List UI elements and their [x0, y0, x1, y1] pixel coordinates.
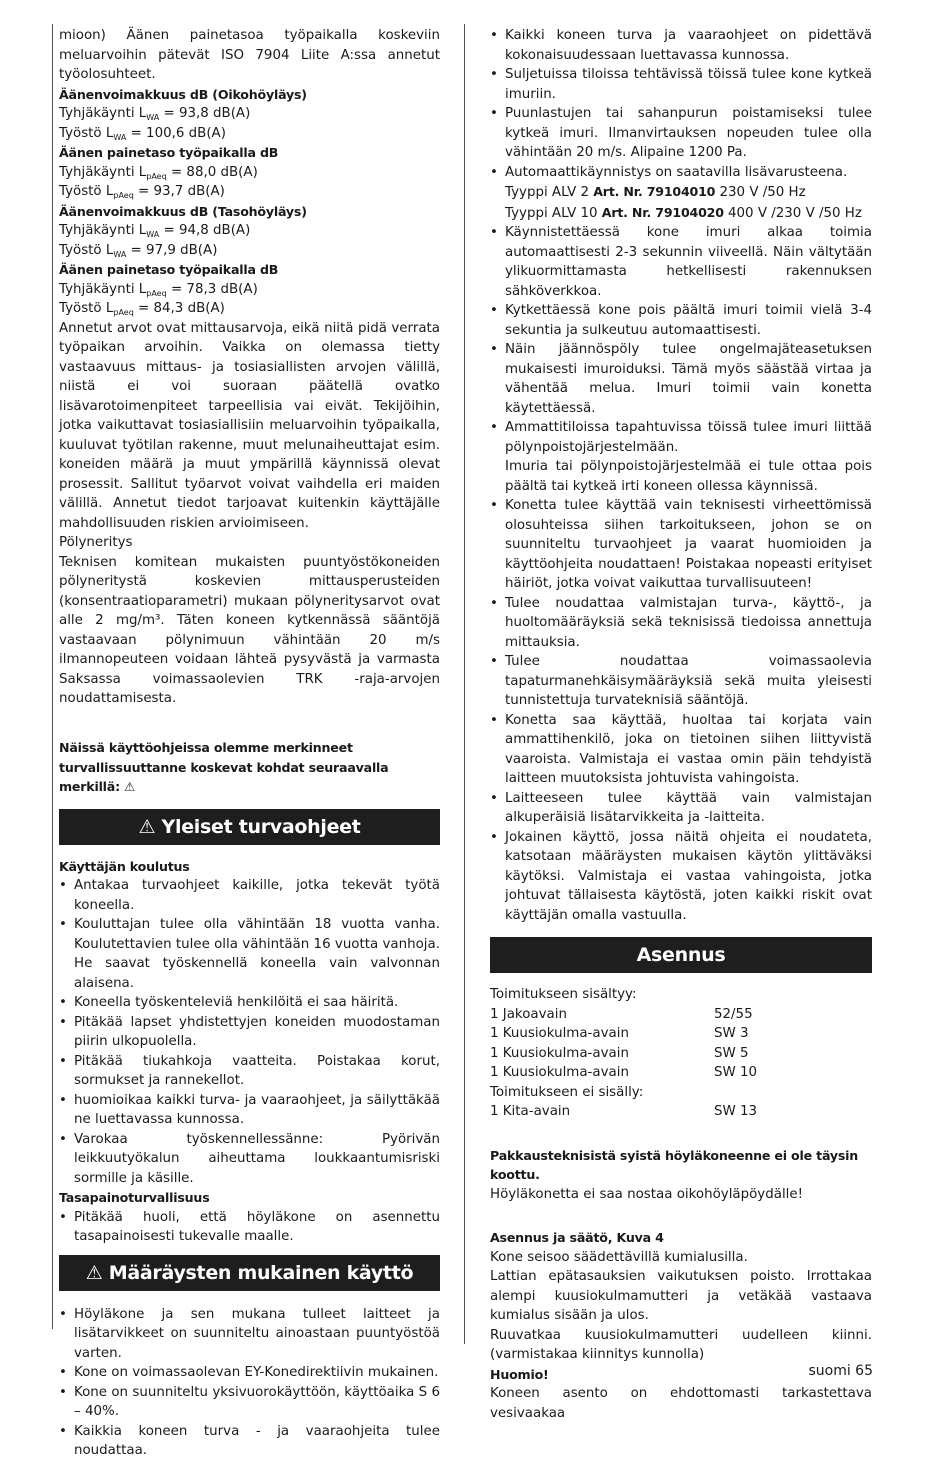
- section-header-general-safety: ⚠ Yleiset turvaohjeet: [59, 809, 440, 845]
- list-item: • Käynnistettäessä kone imuri alkaa toimia automaattisesti 2-3 sekunnin viiveellä. Näin vältytään ylikuormittamasta hetkellisesti rakennuksen sähköverkkoa.: [490, 223, 872, 301]
- list-item: • Varokaa työskennellessänne: Pyörivän leikkuutyökalun aiheuttama loukkaantumisriski sormille ja käsille.: [59, 1130, 440, 1189]
- list-item: • huomioikaa kaikki turva- ja vaaraohjeet, ja säilyttäkää ne luettavassa kunnossa.: [59, 1091, 440, 1130]
- assembly-line: Lattian epätasauksien vaikutuksen poisto. Irrottakaa alempi kuusiokulmamutteri ja vetäkää vastaava kumialus sisään ja ulos.: [490, 1269, 872, 1323]
- section-header-assembly: Asennus: [490, 937, 872, 973]
- noise-value-row: Työstö $L_{WA} = 97,9$ dB(A): [59, 242, 218, 259]
- intro-paragraph: mioon) Äänen painetasoa työpaikalla koskeviin meluarvoihin pätevät ISO 7904 Liite A:ssa annetut työolosuhteet.: [59, 28, 440, 82]
- balance-heading: Tasapainoturvallisuus: [59, 1190, 210, 1205]
- list-item: • Pitäkää tiukahkoja vaatteita. Poistakaa korut, sormukset ja rannekellot.: [59, 1052, 440, 1091]
- excluded-items-table: [490, 1102, 872, 1122]
- dust-heading: Pölyneritys: [59, 535, 133, 550]
- list-item: • Koneella työskenteleviä henkilöitä ei saa häiritä.: [59, 993, 440, 1013]
- noise-heading: Äänenvoimakkuus dB (Oikohöyläys): [59, 86, 307, 102]
- list-item: • Pitäkää lapset yhdistettyjen koneiden muodostaman piirin ulkopuolella.: [59, 1013, 440, 1052]
- extraction-note: Imuria tai pölynpoistojärjestelmää ei tule ottaa pois päältä tai kytkeä irti koneen ollessa käynnissä.: [505, 459, 872, 494]
- list-item: • Kone on suunniteltu yksivuorokäyttöön, käyttöaika S 6 – 40%.: [59, 1383, 440, 1422]
- noise-value-row: Tyhjäkäynti $L_{WA} = 93,8$ dB(A): [59, 106, 251, 122]
- usage-list: [59, 1305, 440, 1461]
- assembly-line: Kone seisoo säädettävillä kumialusilla.: [490, 1249, 748, 1265]
- noise-value-row: Työstö $L_{pAeq} = 93,7$ dB(A): [59, 184, 225, 200]
- balance-list: [59, 1208, 440, 1247]
- list-item: • Kouluttajan tulee olla vähintään 18 vuotta vanha. Koulutettavien tulee olla vähintään 16 vuotta vanhoja. He saavat työskennellä koneella vain valvonnan alaisena.: [59, 915, 440, 993]
- warning-icon: ⚠: [138, 815, 156, 838]
- included-items-table: [490, 1005, 872, 1083]
- left-column-rule: [52, 24, 53, 1329]
- safety-list-c: [490, 496, 872, 925]
- safety-list-b: [490, 223, 872, 457]
- table-row: 1 Kuusiokulma-avain SW 10: [490, 1065, 758, 1080]
- list-item: • Antakaa turvaohjeet kaikille, jotka tekevät työtä koneella.: [59, 876, 440, 915]
- list-item: • Höyläkone ja sen mukana tulleet laitteet ja lisätarvikkeet on suunniteltu ainoastaan puuntyöstöä varten.: [59, 1305, 440, 1364]
- table-row: 1 Jakoavain 52/55: [490, 1006, 753, 1022]
- list-item: • Suljetuissa tiloissa tehtävissä töissä tulee kone kytkeä imuriin.: [490, 65, 872, 104]
- assembly-text: [490, 1248, 872, 1365]
- note-text: Koneen asento on ehdottomasti tarkastettava vesivaakaa: [490, 1386, 872, 1421]
- list-item: • Pitäkää huoli, että höyläkone on asennettu tasapainoisesti tukevalle maalle.: [59, 1208, 440, 1247]
- dust-paragraph: Teknisen komitean mukaisten puuntyöstökoneiden pölyneritystä koskevien mittausperusteiden (konsentraatioparametri) mukaan pölyneritysarvot ovat alle 2 mg/m³. Täten koneen kytkennässä sääntöjä vastaavaan pölynimuun vähintään 20 m/s ilmannopeuteen voidaan lähteä pysyvästä ja varmasta Saksassa voimassaolevien TRK -raja-arvojen noudattamisesta.: [59, 554, 440, 706]
- excluded-heading: Toimitukseen ei sisälly:: [490, 1084, 644, 1100]
- training-heading: Käyttäjän koulutus: [59, 858, 190, 874]
- list-item: • Jokainen käyttö, jossa näitä ohjeita ei noudateta, katsotaan määräysten mukaisen käytön ylittäväksi käytöksi. Valmistaja ei vastaa vahingoista, jotka johtuvat tällaisesta käytöstä, joten kaikki riskit ovat käyttäjän omalla vastuulla.: [490, 828, 872, 926]
- training-list: [59, 876, 440, 1188]
- noise-values: [59, 85, 440, 319]
- assembly-heading: Asennus ja säätö, Kuva 4: [490, 1230, 664, 1245]
- noise-value-row: Tyhjäkäynti $L_{WA} = 94,8$ dB(A): [59, 223, 251, 239]
- packaging-note-bold: Pakkausteknisistä syistä höyläkoneenne ei ole täysin koottu.: [490, 1147, 859, 1182]
- list-item: • Kytkettäessä kone pois päältä imuri toimii vielä 3-4 sekuntia ja sulkeutuu automaattisesti.: [490, 301, 872, 340]
- list-item: • Tulee noudattaa valmistajan turva-, käyttö-, ja huoltomääräyksiä sekä teknisissä tiedoissa annettuja mittauksia.: [490, 594, 872, 653]
- center-column-rule: [464, 24, 465, 1344]
- note-heading: Huomio!: [490, 1366, 549, 1382]
- list-item: • Laitteeseen tulee käyttää vain valmistajan alkuperäisiä lisätarvikkeita ja -laitteita.: [490, 789, 872, 828]
- right-column: [490, 26, 872, 1423]
- list-item: • Puunlastujen tai sahanpurun poistamiseksi tulee kytkeä imuri. Ilmanvirtauksen nopeuden tulee olla vähintään 20 m/s. Alipaine 1200 Pa.: [490, 104, 872, 163]
- auto-start-type-row: Tyyppi ALV 10 Art. Nr. 79104020 400 V /230 V /50 Hz: [505, 204, 862, 221]
- safety-list-a: [490, 26, 872, 182]
- noise-value-row: Tyhjäkäynti $L_{pAeq} = 88,0$ dB(A): [59, 164, 258, 181]
- list-item: • Automaattikäynnistys on saatavilla lisävarusteena.: [490, 163, 872, 183]
- warning-icon: ⚠: [85, 1261, 103, 1284]
- assembly-line: Ruuvatkaa kuusiokulmamutteri uudelleen kiinni. (varmistakaa kiinnitys kunnolla): [490, 1327, 872, 1362]
- list-item: • Konetta saa käyttää, huoltaa tai korjata vain ammattihenkilö, joka on tietoinen siihen liittyvistä vaaroista. Valmistaja ei vastaa omin päin tehdyistä laitteen muutoksista johtuvista vahingoista.: [490, 711, 872, 789]
- noise-value-row: Työstö $L_{WA} = 100,6$ dB(A): [59, 125, 226, 142]
- list-item: • Kone on voimassaolevan EY-Konedirektiivin mukainen.: [59, 1363, 440, 1383]
- section-header-intended-use: ⚠ Määräysten mukainen käyttö: [59, 1255, 440, 1291]
- list-item: • Näin jäännöspöly tulee ongelmajäteasetuksen mukaisesti imuroiduksi. Tämä myös säästää virtaa ja vähentää melua. Imuri toimii vain konetta käytettäessä.: [490, 340, 872, 418]
- page-footer: suomi 65: [808, 1363, 873, 1379]
- warning-icon: ⚠: [124, 779, 136, 794]
- noise-heading: Äänen painetaso työpaikalla dB: [59, 262, 279, 277]
- included-heading: Toimitukseen sisältyy:: [490, 987, 637, 1002]
- auto-start-type-row: Tyyppi ALV 2 Art. Nr. 79104010 230 V /50 Hz: [505, 184, 806, 200]
- noise-value-row: Työstö $L_{pAeq} = 84,3$ dB(A): [59, 301, 225, 317]
- noise-heading: Äänen painetaso työpaikalla dB: [59, 145, 279, 160]
- list-item: • Tulee noudattaa voimassaolevia tapaturmanehkäisymääräyksiä sekä muita yleisesti tunnistettuja turvateknisiä sääntöjä.: [490, 652, 872, 711]
- list-item: • Kaikkia koneen turva - ja vaaraohjeita tulee noudattaa.: [59, 1422, 440, 1461]
- noise-heading: Äänenvoimakkuus dB (Tasohöyläys): [59, 203, 307, 219]
- table-row: 1 Kuusiokulma-avain SW 3: [490, 1026, 749, 1041]
- auto-start-types: [490, 182, 872, 223]
- noise-value-row: Tyhjäkäynti $L_{pAeq} = 78,3$ dB(A): [59, 281, 258, 298]
- list-item: • Kaikki koneen turva ja vaaraohjeet on pidettävä kokonaisuudessaan luettavassa kunnossa.: [490, 26, 872, 65]
- list-item: • Ammattitiloissa tapahtuvissa töissä tulee imuri liittää pölynpoistojärjestelmään.: [490, 418, 872, 457]
- left-column: [59, 26, 440, 1461]
- marked-note: Näissä käyttöohjeissa olemme merkinneet turvallissuuttanne koskevat kohdat seuraavalla merkillä: ⚠: [59, 740, 389, 794]
- table-row: 1 Kita-avain SW 13: [490, 1104, 758, 1119]
- noise-paragraph: Annetut arvot ovat mittausarvoja, eikä niitä pidä verrata työpaikan arvoihin. Vaikka on olemassa tietty vastaavuus mittaus- ja tosiasiallisten arvojen välillä, niistä ei voi suoraan päätellä ovatko lisävarotoimenpiteet tarpeellisia vai eivät. Tekijöihin, jotka vaikuttavat tosiasiallisiin meluarvoihin työpaikalla, kuuluvat työtilan rakenne, muut melunaiheuttajat esim. koneiden määrä ja muut ympärillä käynnissä olevat prosessit. Sallitut työarvot voivat vaihdella eri maiden välillä. Annetut tiedot tarjoavat kuitenkin käyttäjälle mahdollisuuden riskien arvioimiseen.: [59, 320, 440, 531]
- packaging-note: Höyläkonetta ei saa nostaa oikohöyläpöydälle!: [490, 1186, 803, 1202]
- table-row: 1 Kuusiokulma-avain SW 5: [490, 1045, 749, 1061]
- list-item: • Konetta tulee käyttää vain teknisesti virheettömissä olosuhteissa siihen tarkoitukseen, johon se on suunniteltu turvaohjeet ja vaarat huomioiden ja käyttöohjeita noudattaen! Poistakaa nopeasti erityiset häiriöt, jotka voivat vaikuttaa turvallisuuteen!: [490, 496, 872, 594]
